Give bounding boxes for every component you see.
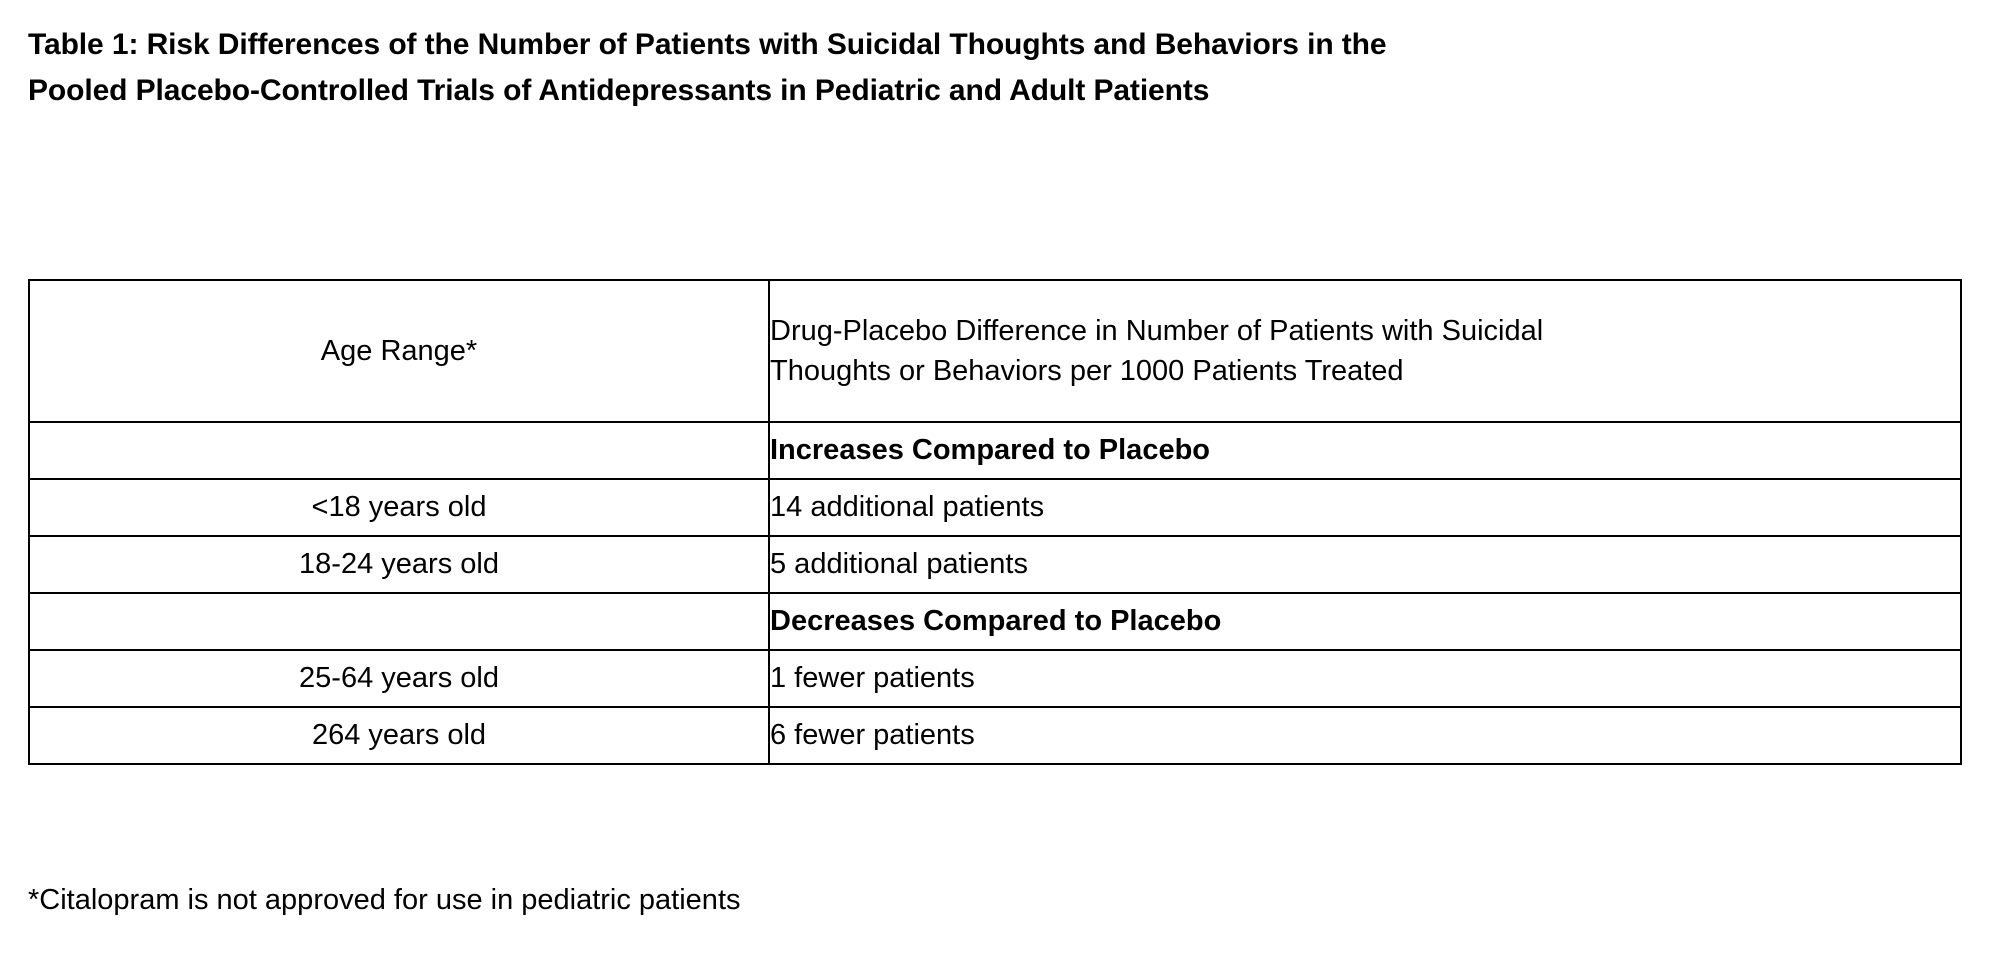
cell-value: 6 fewer patients <box>769 707 1961 764</box>
risk-difference-table <box>28 279 1962 765</box>
cell-age-range <box>29 593 769 650</box>
page-title-line-1: Table 1: Risk Differences of the Number of Patients with Suicidal Thoughts and Behaviors in the <box>28 28 1387 61</box>
table-header-row <box>29 280 1961 422</box>
table-row <box>29 650 1961 707</box>
cell-value: 5 additional patients <box>769 536 1961 593</box>
header-cell-drug-placebo-difference <box>769 280 1961 422</box>
cell-age-range: 25-64 years old <box>29 650 769 707</box>
cell-age-range <box>29 422 769 479</box>
table-row <box>29 593 1961 650</box>
cell-age-range: <18 years old <box>29 479 769 536</box>
risk-difference-table-container <box>28 279 1962 765</box>
page-title-line-2: Pooled Placebo-Controlled Trials of Antidepressants in Pediatric and Adult Patients <box>28 73 1210 107</box>
cell-age-range: 264 years old <box>29 707 769 764</box>
header-value-line-1: Drug-Placebo Difference in Number of Patients with Suicidal <box>770 314 1544 347</box>
cell-value: Decreases Compared to Placebo <box>769 593 1961 650</box>
header-value-line-2: Thoughts or Behaviors per 1000 Patients Treated <box>770 355 1404 387</box>
table-row <box>29 536 1961 593</box>
cell-value: 1 fewer patients <box>769 650 1961 707</box>
page-title <box>28 22 1928 113</box>
table-row <box>29 479 1961 536</box>
table-footnote: *Citalopram is not approved for use in pediatric patients <box>28 884 741 916</box>
table-row <box>29 422 1961 479</box>
header-cell-age-range: Age Range* <box>29 280 769 422</box>
cell-age-range: 18-24 years old <box>29 536 769 593</box>
table-row <box>29 707 1961 764</box>
cell-value: Increases Compared to Placebo <box>769 422 1961 479</box>
cell-value: 14 additional patients <box>769 479 1961 536</box>
